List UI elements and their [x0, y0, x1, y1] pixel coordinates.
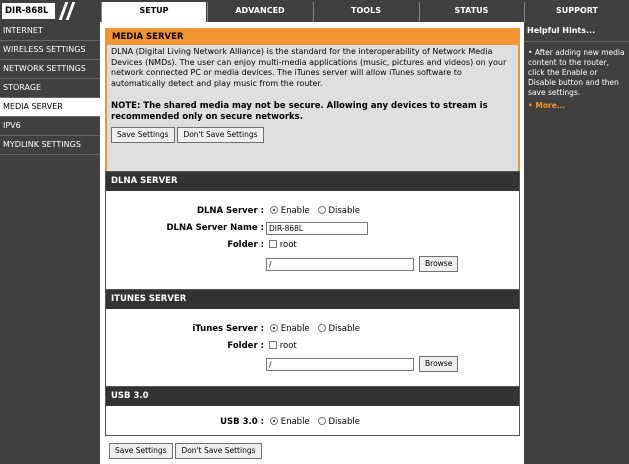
sidebar-item-mydlink-settings[interactable]: MYDLINK SETTINGS	[0, 136, 100, 155]
media-server-intro	[105, 28, 520, 189]
section-title: MEDIA SERVER	[107, 30, 518, 45]
sidebar	[0, 22, 100, 464]
tab-status[interactable]: STATUS	[419, 2, 523, 22]
hint-body: After adding new media content to the router, click the Enable or Disable button and then save settings.	[528, 48, 625, 97]
sidebar-item-internet[interactable]: INTERNET	[0, 22, 100, 41]
dlna-folder-label: Folder :	[227, 240, 264, 250]
usb-section	[105, 386, 520, 436]
more-link[interactable]: More...	[535, 101, 566, 110]
dlna-server-section	[105, 171, 520, 303]
sidebar-item-network-settings[interactable]: NETWORK SETTINGS	[0, 60, 100, 79]
usb-enable-radio[interactable]	[270, 417, 278, 425]
itunes-disable-label: Disable	[328, 324, 360, 334]
intro-description: DLNA (Digital Living Network Alliance) is the standard for the interoperability of Network Media Devices (NMDs). The user can enjoy multi-media applications (music, pictures and videos) on your network connected PC or media devices. The iTunes server will allow iTunes software to automatically detect and play music from the router.	[111, 47, 507, 88]
dlna-server-name-label: DLNA Server Name :	[166, 223, 264, 233]
itunes-server-section	[105, 289, 520, 389]
bullet-icon: •	[528, 48, 533, 57]
section-title: ITUNES SERVER	[106, 290, 519, 309]
itunes-browse-button[interactable]: Browse	[419, 356, 458, 372]
usb-disable-radio[interactable]	[318, 417, 326, 425]
dlna-disable-radio[interactable]	[318, 206, 326, 214]
dlna-server-name-input[interactable]: DIR-868L	[266, 222, 368, 235]
dlna-enable-radio[interactable]	[270, 206, 278, 214]
hints-title: Helpful Hints...	[527, 26, 596, 35]
sidebar-item-ipv6[interactable]: IPV6	[0, 117, 100, 136]
footer-buttons	[109, 443, 262, 459]
dont-save-settings-button[interactable]: Don't Save Settings	[175, 443, 261, 459]
usb-label: USB 3.0 :	[220, 417, 264, 427]
dlna-server-label: DLNA Server :	[196, 206, 264, 216]
model-name: DIR-868L	[2, 3, 55, 19]
dlna-browse-button[interactable]: Browse	[419, 256, 458, 272]
top-navigation	[0, 0, 629, 22]
dlna-root-label: root	[279, 240, 297, 250]
itunes-folder-path-input[interactable]: /	[266, 358, 414, 371]
sidebar-item-storage[interactable]: STORAGE	[0, 79, 100, 98]
bullet-icon: •	[528, 101, 533, 110]
dlna-enable-label: Enable	[280, 206, 310, 216]
dlna-root-checkbox[interactable]	[269, 240, 277, 248]
main-content	[100, 22, 524, 464]
tab-tools[interactable]: TOOLS	[313, 2, 418, 22]
sidebar-item-wireless-settings[interactable]: WIRELESS SETTINGS	[0, 41, 100, 60]
save-settings-button[interactable]: Save Settings	[111, 127, 175, 143]
section-title: DLNA SERVER	[106, 172, 519, 191]
itunes-folder-label: Folder :	[227, 341, 264, 351]
sidebar-item-media-server[interactable]: MEDIA SERVER	[0, 98, 100, 117]
itunes-server-label: iTunes Server :	[192, 324, 264, 334]
helpful-hints-panel	[524, 22, 629, 464]
itunes-disable-radio[interactable]	[318, 324, 326, 332]
dlna-folder-path-input[interactable]: /	[266, 258, 414, 271]
usb-disable-label: Disable	[328, 417, 360, 427]
security-note: NOTE: The shared media may not be secure. Allowing any devices to stream is recommended only on secure networks.	[111, 101, 488, 122]
dont-save-settings-button[interactable]: Don't Save Settings	[177, 127, 263, 143]
itunes-root-checkbox[interactable]	[269, 341, 277, 349]
usb-enable-label: Enable	[280, 417, 310, 427]
hint-text	[524, 48, 629, 98]
save-settings-button[interactable]: Save Settings	[109, 443, 173, 459]
tab-advanced[interactable]: ADVANCED	[207, 2, 312, 22]
tab-support[interactable]: SUPPORT	[524, 2, 629, 22]
section-title: USB 3.0	[106, 387, 519, 406]
tab-setup[interactable]: SETUP	[101, 2, 206, 22]
itunes-enable-radio[interactable]	[270, 324, 278, 332]
itunes-enable-label: Enable	[280, 324, 310, 334]
dlna-disable-label: Disable	[328, 206, 360, 216]
model-badge	[0, 0, 100, 22]
itunes-root-label: root	[279, 341, 297, 351]
